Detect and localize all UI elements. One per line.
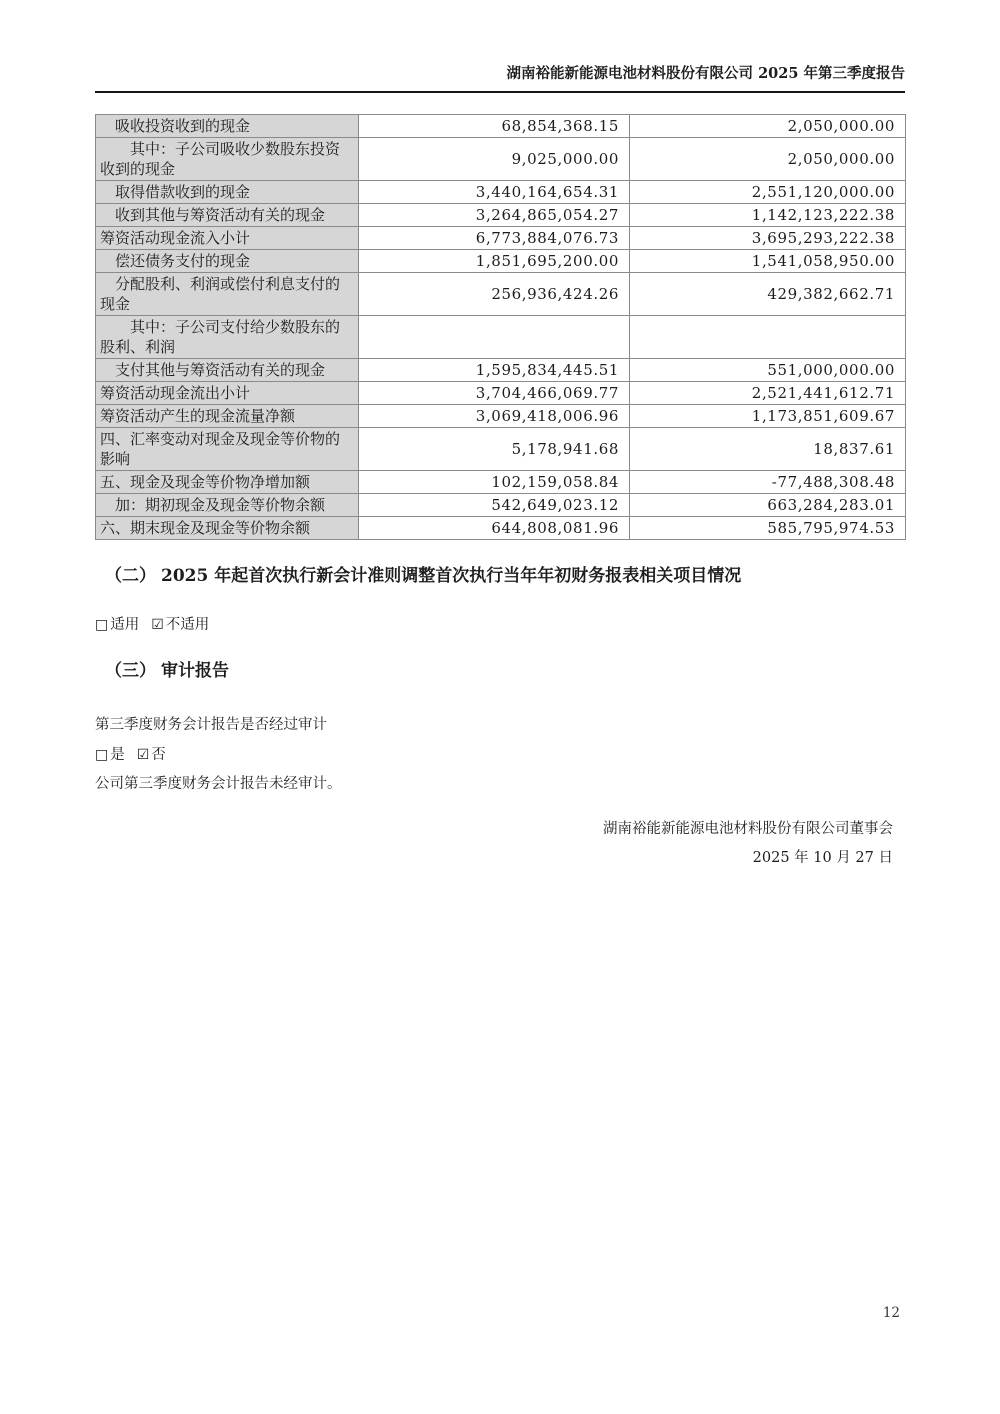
table-row	[96, 138, 906, 181]
section-heading-new-standards	[95, 565, 905, 587]
current-period-value: 1,595,834,445.51	[359, 359, 630, 382]
checkbox-unchecked-icon: □	[95, 617, 109, 633]
page-content	[95, 0, 905, 868]
row-label: 五、现金及现金等价物净增加额	[96, 471, 359, 494]
header-divider	[95, 91, 905, 93]
checkbox-unchecked-icon: □	[95, 747, 109, 763]
audit-question: 第三季度财务会计报告是否经过审计	[95, 717, 327, 733]
page-header-title: 湖南裕能新能源电池材料股份有限公司 2025 年第三季度报告	[506, 65, 905, 82]
row-label: 收到其他与筹资活动有关的现金	[96, 204, 359, 227]
signature-block	[95, 819, 905, 868]
current-period-value: 3,704,466,069.77	[359, 382, 630, 405]
current-period-value: 3,069,418,006.96	[359, 405, 630, 428]
prior-period-value: 2,050,000.00	[630, 115, 906, 138]
row-label: 筹资活动现金流入小计	[96, 227, 359, 250]
row-label: 分配股利、利润或偿付利息支付的现金	[96, 273, 359, 316]
checkbox-checked-icon: ☑	[136, 747, 150, 763]
current-period-value: 1,851,695,200.00	[359, 250, 630, 273]
row-label: 其中：子公司吸收少数股东投资收到的现金	[96, 138, 359, 181]
table-row	[96, 227, 906, 250]
row-label: 加：期初现金及现金等价物余额	[96, 494, 359, 517]
table-row	[96, 181, 906, 204]
current-period-value: 6,773,884,076.73	[359, 227, 630, 250]
prior-period-value: 2,551,120,000.00	[630, 181, 906, 204]
section-title: 2025 年起首次执行新会计准则调整首次执行当年年初财务报表相关项目情况	[161, 566, 742, 586]
no-label: 否	[151, 747, 166, 763]
row-label: 筹资活动产生的现金流量净额	[96, 405, 359, 428]
table-row	[96, 517, 906, 540]
prior-period-value: 1,142,123,222.38	[630, 204, 906, 227]
page-number: 12	[882, 1305, 900, 1321]
prior-period-value: 663,284,283.01	[630, 494, 906, 517]
table-row	[96, 359, 906, 382]
current-period-value: 542,649,023.12	[359, 494, 630, 517]
current-period-value: 3,264,865,054.27	[359, 204, 630, 227]
current-period-value: 9,025,000.00	[359, 138, 630, 181]
current-period-value: 256,936,424.26	[359, 273, 630, 316]
current-period-value: 644,808,081.96	[359, 517, 630, 540]
table-row	[96, 494, 906, 517]
table-row	[96, 316, 906, 359]
row-label: 筹资活动现金流出小计	[96, 382, 359, 405]
prior-period-value: 551,000,000.00	[630, 359, 906, 382]
row-label: 六、期末现金及现金等价物余额	[96, 517, 359, 540]
row-label: 吸收投资收到的现金	[96, 115, 359, 138]
prior-period-value: 1,541,058,950.00	[630, 250, 906, 273]
table-row	[96, 250, 906, 273]
prior-period-value: 3,695,293,222.38	[630, 227, 906, 250]
current-period-value: 68,854,368.15	[359, 115, 630, 138]
prior-period-value	[630, 316, 906, 359]
row-label: 支付其他与筹资活动有关的现金	[96, 359, 359, 382]
prior-period-value: 585,795,974.53	[630, 517, 906, 540]
table-row	[96, 405, 906, 428]
prior-period-value: 2,521,441,612.71	[630, 382, 906, 405]
checkbox-checked-icon: ☑	[151, 617, 164, 633]
audit-answer-line	[95, 745, 905, 765]
current-period-value: 102,159,058.84	[359, 471, 630, 494]
table-row	[96, 382, 906, 405]
section-heading-audit-report	[95, 660, 905, 682]
table-row	[96, 471, 906, 494]
prior-period-value: 2,050,000.00	[630, 138, 906, 181]
row-label: 取得借款收到的现金	[96, 181, 359, 204]
signature-company: 湖南裕能新能源电池材料股份有限公司董事会	[603, 821, 893, 837]
cash-flow-table-body	[96, 115, 906, 540]
yes-label: 是	[110, 747, 125, 763]
row-label: 偿还债务支付的现金	[96, 250, 359, 273]
prior-period-value: -77,488,308.48	[630, 471, 906, 494]
cash-flow-table	[95, 114, 906, 540]
not-applicable-label: 不适用	[165, 617, 210, 633]
current-period-value: 3,440,164,654.31	[359, 181, 630, 204]
signature-date: 2025 年 10 月 27 日	[752, 850, 893, 866]
prior-period-value: 18,837.61	[630, 428, 906, 471]
table-row	[96, 428, 906, 471]
table-row	[96, 115, 906, 138]
section-number: （三）	[105, 661, 156, 681]
row-label: 四、汇率变动对现金及现金等价物的影响	[96, 428, 359, 471]
prior-period-value: 429,382,662.71	[630, 273, 906, 316]
table-row	[96, 273, 906, 316]
prior-period-value: 1,173,851,609.67	[630, 405, 906, 428]
applicable-label: 适用	[110, 617, 140, 633]
row-label: 其中：子公司支付给少数股东的股利、利润	[96, 316, 359, 359]
applicability-line	[95, 615, 905, 635]
section-title: 审计报告	[161, 661, 229, 681]
section-number: （二）	[105, 566, 156, 586]
audit-conclusion: 公司第三季度财务会计报告未经审计。	[95, 776, 342, 792]
table-row	[96, 204, 906, 227]
current-period-value: 5,178,941.68	[359, 428, 630, 471]
current-period-value	[359, 316, 630, 359]
